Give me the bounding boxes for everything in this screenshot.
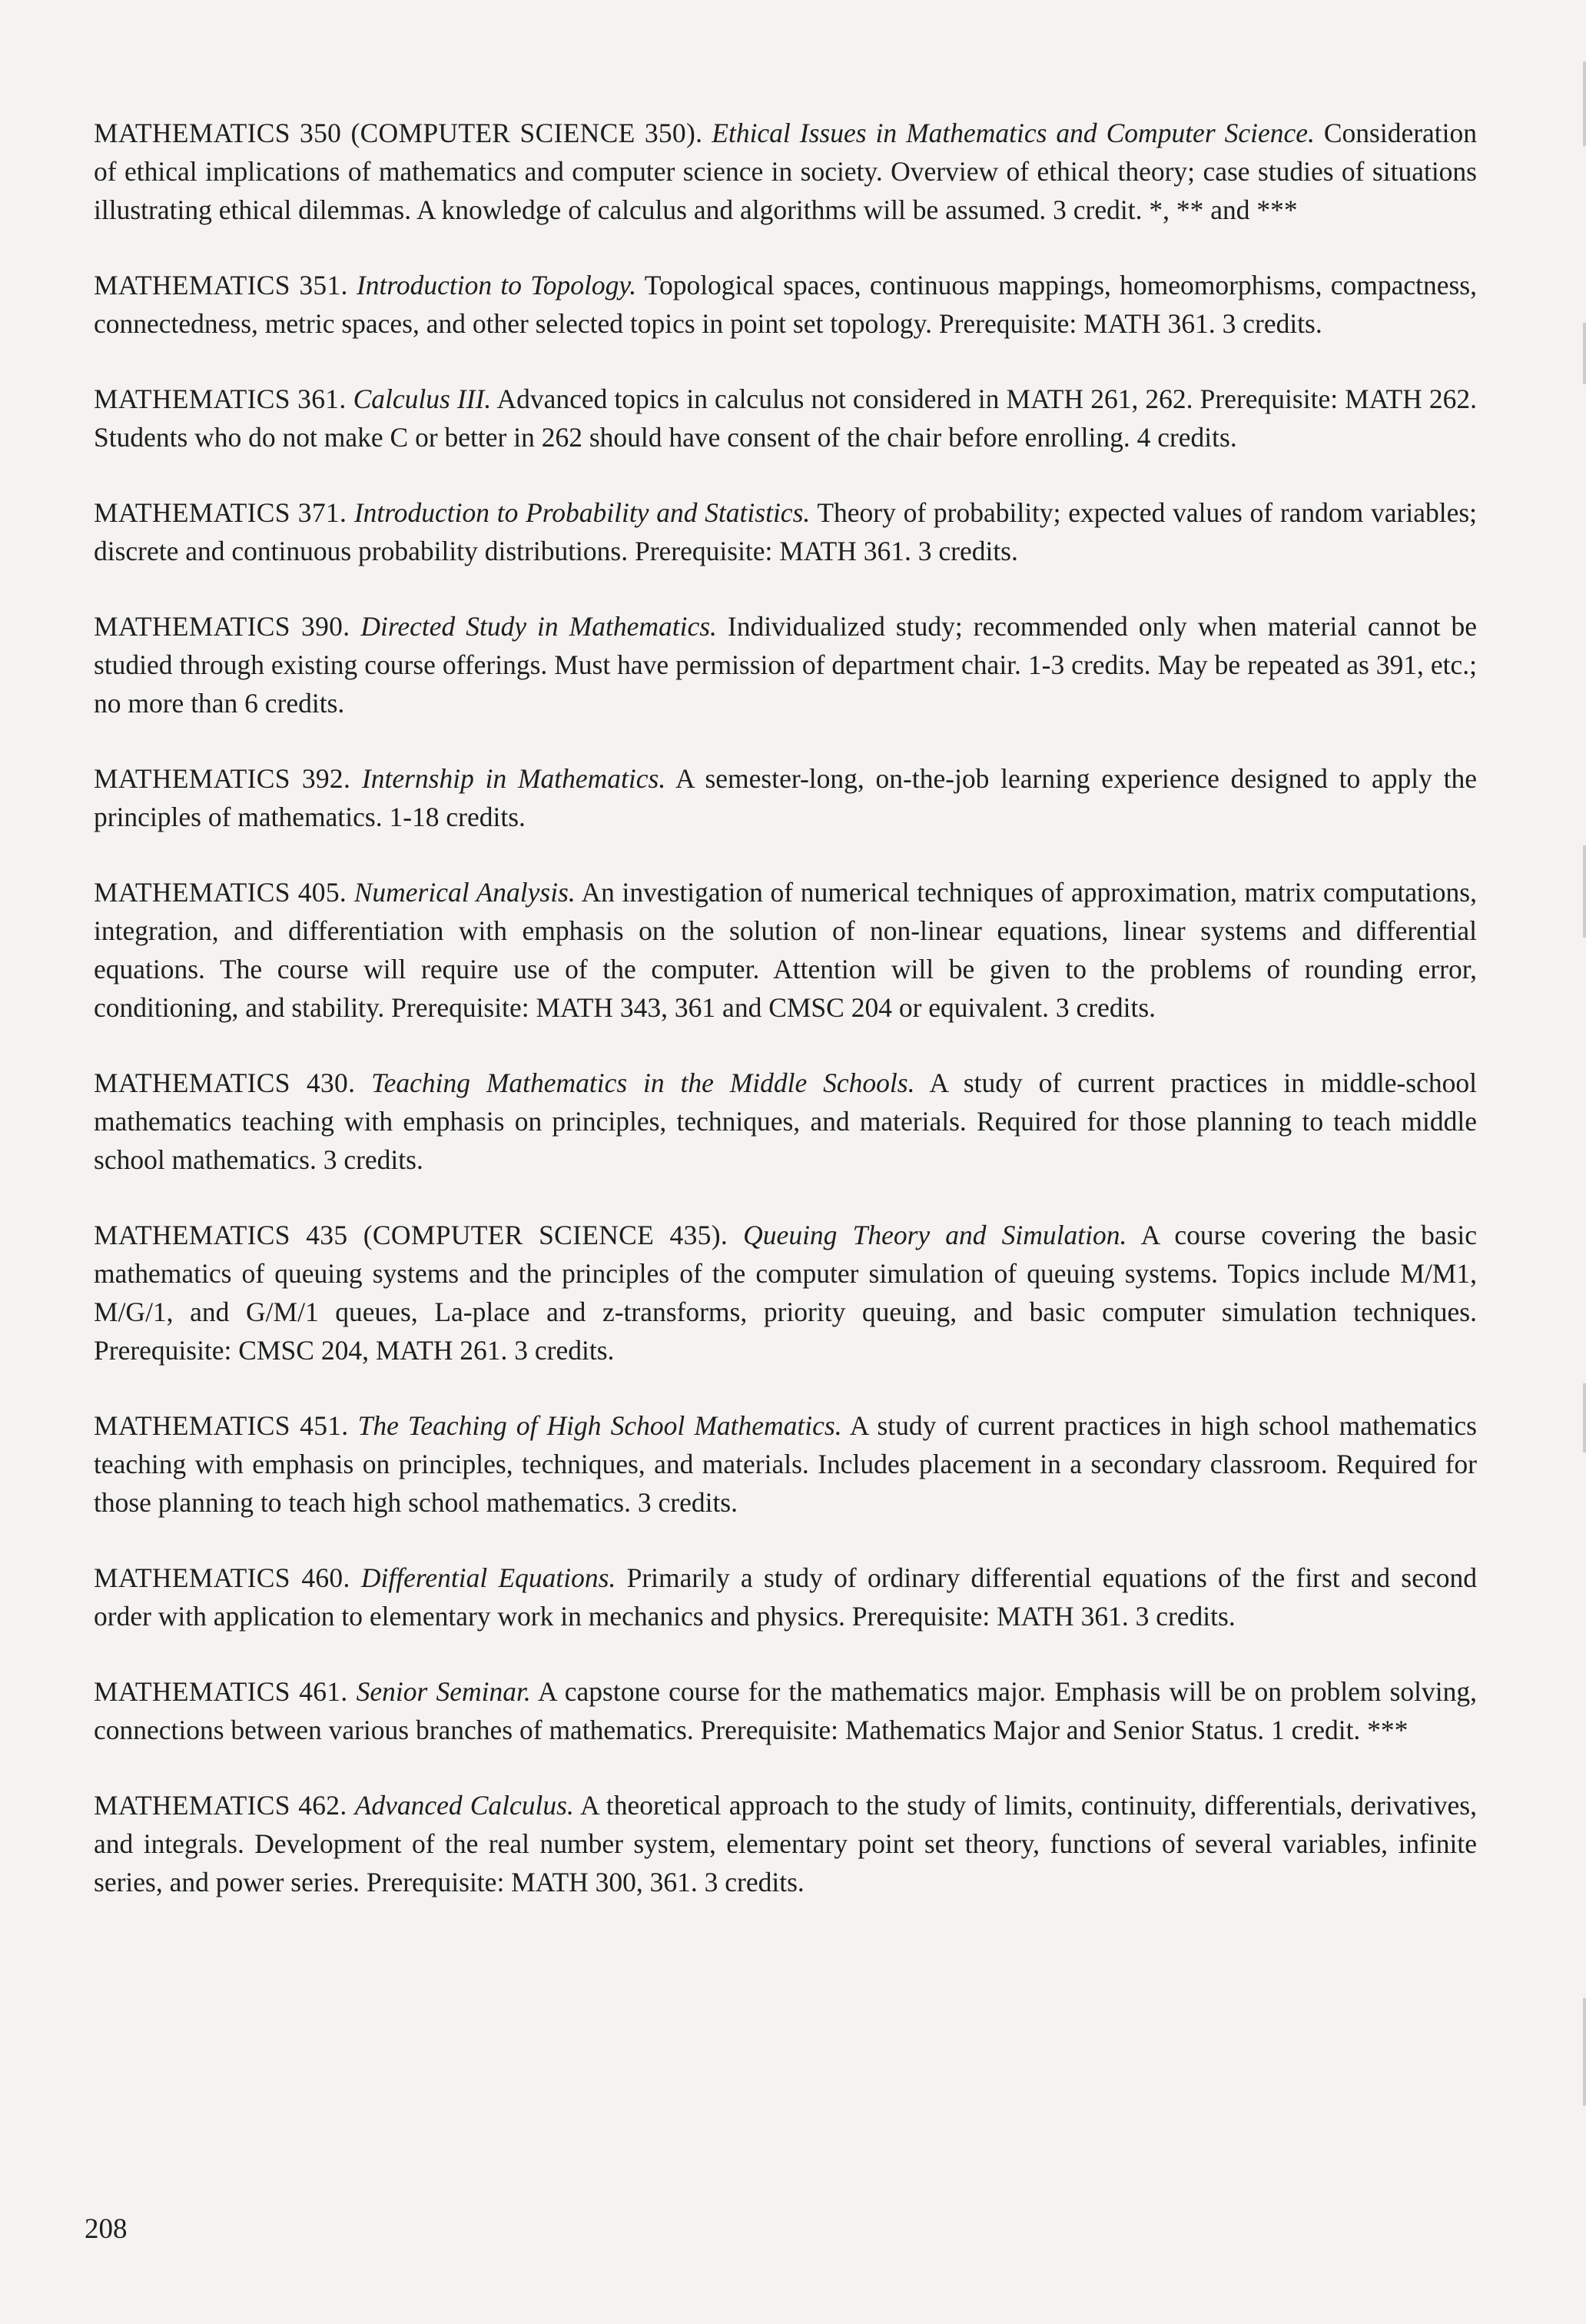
course-description: Consideration of ethical implications of mathematics and computer science in society. Overview of ethical theory; case studies of situations illustrating ethical dilemmas. A knowledge of calculus and algorithms will be assumed. 3 credit. *, ** and *** (94, 118, 1478, 225)
course-description: A course covering the basic mathematics of queuing systems and the principles of the computer simulation of queuing systems. Topics include M/M1, M/G/1, and G/M/1 queues, La-place and z-transforms, priority queuing, and basic computer simulation techniques. Prerequisite: CMSC 204, MATH 261. 3 credits. (94, 1220, 1478, 1366)
course-title: Internship in Mathematics. (361, 763, 666, 794)
course-description: A semester-long, on-the-job learning experience designed to apply the principles of mathematics. 1-18 credits. (94, 763, 1477, 832)
course-code: MATHEMATICS 451. (94, 1410, 349, 1441)
scan-edge-mark (1583, 1998, 1586, 2106)
scan-edge-mark (1583, 1383, 1586, 1452)
course-code: MATHEMATICS 435 (COMPUTER SCIENCE 435). (94, 1220, 728, 1250)
course-entry (94, 607, 1477, 722)
course-title: Ethical Issues in Mathematics and Computer Science. (712, 118, 1315, 148)
course-entry (94, 873, 1477, 1027)
course-entry (94, 266, 1477, 343)
course-entry (94, 1406, 1477, 1522)
course-code: MATHEMATICS 461. (94, 1676, 348, 1707)
course-entry (94, 1672, 1477, 1749)
course-title: Numerical Analysis. (353, 877, 576, 908)
course-entry (94, 114, 1477, 229)
course-description: Primarily a study of ordinary differential equations of the first and second order with application to elementary work in mechanics and physics. Prerequisite: MATH 361. 3 credits. (94, 1562, 1477, 1632)
course-title: Directed Study in Mathematics. (360, 611, 717, 642)
course-description: A theoretical approach to the study of limits, continuity, differentials, derivatives, and integrals. Development of the real number system, elementary point set theory, functions of several variables, infinite series, and power series. Prerequisite: MATH 300, 361. 3 credits. (94, 1790, 1477, 1897)
course-description: A capstone course for the mathematics major. Emphasis will be on problem solving, connections between various branches of mathematics. Prerequisite: Mathematics Major and Senior Status. 1 credit. *** (94, 1676, 1478, 1745)
course-code: MATHEMATICS 351. (94, 270, 348, 300)
course-code: MATHEMATICS 390. (94, 611, 350, 642)
course-title: Teaching Mathematics in the Middle Schools. (371, 1067, 915, 1098)
course-entry (94, 759, 1477, 836)
scan-edge-mark (1583, 61, 1586, 146)
course-code: MATHEMATICS 350 (COMPUTER SCIENCE 350). (94, 118, 703, 148)
scan-edge-mark (1583, 323, 1586, 384)
course-entry (94, 493, 1477, 570)
course-title: Queuing Theory and Simulation. (743, 1220, 1127, 1250)
course-listing (94, 114, 1477, 1938)
course-code: MATHEMATICS 430. (94, 1067, 356, 1098)
course-entry (94, 380, 1477, 456)
course-entry (94, 1786, 1477, 1901)
course-description: A study of current practices in high school mathematics teaching with emphasis on principles, techniques, and materials. Includes placement in a secondary classroom. Required for those planning to teach high school mathematics. 3 credits. (94, 1410, 1477, 1518)
course-description: Advanced topics in calculus not considered in MATH 261, 262. Prerequisite: MATH 262. Students who do not make C or better in 262 should have consent of the chair before enrolling. 4 credits. (94, 383, 1477, 453)
course-description: Topological spaces, continuous mappings, homeomorphisms, compactness, connectedness, metric spaces, and other selected topics in point set topology. Prerequisite: MATH 361. 3 credits. (94, 270, 1477, 339)
course-code: MATHEMATICS 462. (94, 1790, 347, 1821)
course-code: MATHEMATICS 361. (94, 383, 347, 414)
page-number: 208 (85, 2213, 128, 2245)
course-description: An investigation of numerical techniques of approximation, matrix computations, integration, and differentiation with emphasis on the solution of non-linear equations, linear systems and differential equations. The course will require use of the computer. Attention will be given to the problems of rounding error, conditioning, and stability. Prerequisite: MATH 343, 361 and CMSC 204 or equivalent. 3 credits. (94, 877, 1477, 1023)
course-description: Individualized study; recommended only when material cannot be studied through existing course offerings. Must have permission of department chair. 1-3 credits. May be repeated as 391, etc.; no more than 6 credits. (94, 611, 1478, 719)
course-entry (94, 1559, 1477, 1635)
course-title: Introduction to Probability and Statistics. (353, 497, 811, 528)
course-code: MATHEMATICS 405. (94, 877, 347, 908)
course-code: MATHEMATICS 460. (94, 1562, 350, 1593)
course-title: Calculus III. (353, 383, 492, 414)
course-title: Advanced Calculus. (354, 1790, 574, 1821)
course-title: Introduction to Topology. (356, 270, 637, 300)
course-code: MATHEMATICS 392. (94, 763, 351, 794)
course-code: MATHEMATICS 371. (94, 497, 347, 528)
course-description: A study of current practices in middle-school mathematics teaching with emphasis on principles, techniques, and materials. Required for those planning to teach middle school mathematics. 3 credits. (94, 1067, 1477, 1175)
course-entry (94, 1064, 1477, 1179)
course-title: The Teaching of High School Mathematics. (357, 1410, 842, 1441)
course-title: Senior Seminar. (356, 1676, 531, 1707)
course-entry (94, 1216, 1477, 1370)
course-description: Theory of probability; expected values of random variables; discrete and continuous probability distributions. Prerequisite: MATH 361. 3 credits. (94, 497, 1478, 566)
course-title: Differential Equations. (360, 1562, 616, 1593)
scan-edge-mark (1583, 845, 1586, 938)
